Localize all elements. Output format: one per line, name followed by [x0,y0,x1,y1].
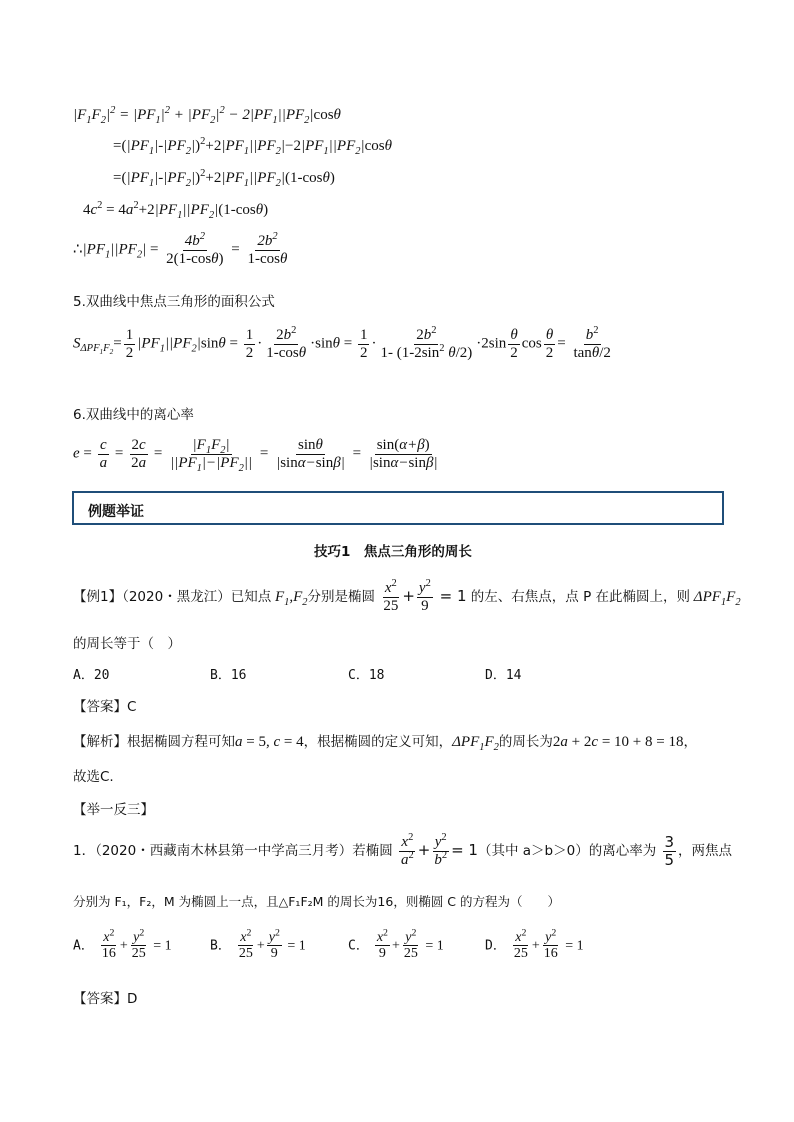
example1-analysis-c: 的周长为 [498,734,553,750]
q1-option-d: D． $\frac{x^2}{25}$ + $\frac{y^2}{16}$ = 1 [485,927,584,962]
q1-stem: 1．（2020・西藏南木林县第一中学高三月考）若椭圆 $\frac{x^2}{a^2}$ + $\frac{y^2}{b^2}$ = 1（其中 a＞b＞0）的离心率为 $\frac{3}{5}$ ，两焦点 [73,832,733,869]
q1-option-b: B． $\frac{x^2}{25}$ + $\frac{y^2}{9}$ = 1 [210,927,306,962]
example1-stem-suffix: 的左、右焦点，点 P 在此椭圆上，则 [470,589,691,605]
q1-stem-mid: （其中 a＞b＞0）的离心率为 [477,843,657,859]
example1-analysis-a: 【解析】根据椭圆方程可知 [73,734,235,750]
derivation-line-3: $=(|PF_1|-|PF_2|)^2+2|PF_1||PF_2|(1-\cos\theta)$ [113,168,335,189]
example1-stem-line2: 的周长等于（ ） [73,636,181,652]
q1-stem-prefix: 1．（2020・西藏南木林县第一中学高三月考）若椭圆 [73,843,393,859]
example1-stem-mid: 分别是椭圆 [307,589,376,605]
example1-analysis-end: 故选C. [73,769,114,785]
example1-option-a: A．20 [73,668,110,683]
derivation-line-5: $\therefore|PF_1||PF_2|$ = $\frac{4b^2}{2(1-\cos\theta)}$ = $\frac{2b^2}{1-\cos\theta}$ [73,231,288,267]
derivation-line-1: $|F_1F_2|^2 = |PF_1|^2 + |PF_2|^2 - 2|PF_1||PF_2|\cos\theta$ [73,105,341,126]
section6-heading: 6.双曲线中的离心率 [73,407,194,423]
section5-area-formula: $S_{\Delta PF_1F_2}=$ $\frac{1}{2}$ $|PF_1||PF_2|\sin\theta$ = $\frac{1}{2}$ · $\frac{2b^2}{1-\cos\theta}$ ·sinθ = $\frac{1}{2}$ · $\frac{2b^2}{1- (1-2\sin^2 \theta/2)}$ ·2sin $\frac{\theta}{2}$ cos $\frac{\theta}{2}$ = $\frac{b^2}{\tan\theta/2}$ [73,325,611,361]
example-section-title: 例题举证 [88,504,144,520]
example1-option-d: D．14 [485,668,522,683]
q1-option-c: C． $\frac{x^2}{9}$ + $\frac{y^2}{25}$ = 1 [348,927,444,962]
q1-answer: 【答案】D [73,991,138,1007]
example1-option-b: B．16 [210,668,247,683]
derivation-line-4: $4c^2 = 4a^2+2|PF_1||PF_2|(1-\cos\theta)$ [83,200,269,221]
example1-stem-prefix: 【例1】（2020・黑龙江）已知点 [73,589,272,605]
example1-analysis-b: ，根据椭圆的定义可知， [303,734,453,750]
example1-option-c: C．18 [348,668,385,683]
tip-title: 技巧1 焦点三角形的周长 [314,544,472,560]
section5-heading: 5.双曲线中焦点三角形的面积公式 [73,294,275,310]
derivation-line-2: $=(|PF_1|-|PF_2|)^2+2|PF_1||PF_2|-2|PF_1||PF_2|\cos\theta$ [113,136,392,157]
practice-heading: 【举一反三】 [73,802,154,818]
example1-stem: 【例1】（2020・黑龙江）已知点 $F_1,F_2$分别是椭圆 $\frac{x^2}{25}$ + $\frac{y^2}{9}$ = 1 的左、右焦点，点 P 在此椭圆上，则 $\Delta PF_1F_2$ [73,578,741,614]
q1-option-a: A． $\frac{x^2}{16}$ + $\frac{y^2}{25}$ = 1 [73,927,172,962]
q1-stem-suffix: ，两焦点 [678,843,733,859]
example1-answer: 【答案】C [73,699,137,715]
section6-eccentricity-formula: e = $\frac{c}{a}$ = $\frac{2c}{2a}$ = $\frac{|F_1F_2|}{||PF_1|-|PF_2||}$ = $\frac{\sin\theta}{|\sin\alpha-\sin\beta|}$ = $\frac{\sin(\alpha+\beta)}{|\sin\alpha-\sin\beta|}$ [73,437,438,474]
example1-analysis: 【解析】根据椭圆方程可知a = 5, c = 4，根据椭圆的定义可知，$\Delta PF_1F_2$的周长为2a + 2c = 10 + 8 = 18， [73,734,697,753]
example-section-box [72,491,724,525]
q1-stem-line2: 分别为 F₁，F₂，M 为椭圆上一点，且△F₁F₂M 的周长为16，则椭圆 C 的方程为（ ） [73,894,560,909]
